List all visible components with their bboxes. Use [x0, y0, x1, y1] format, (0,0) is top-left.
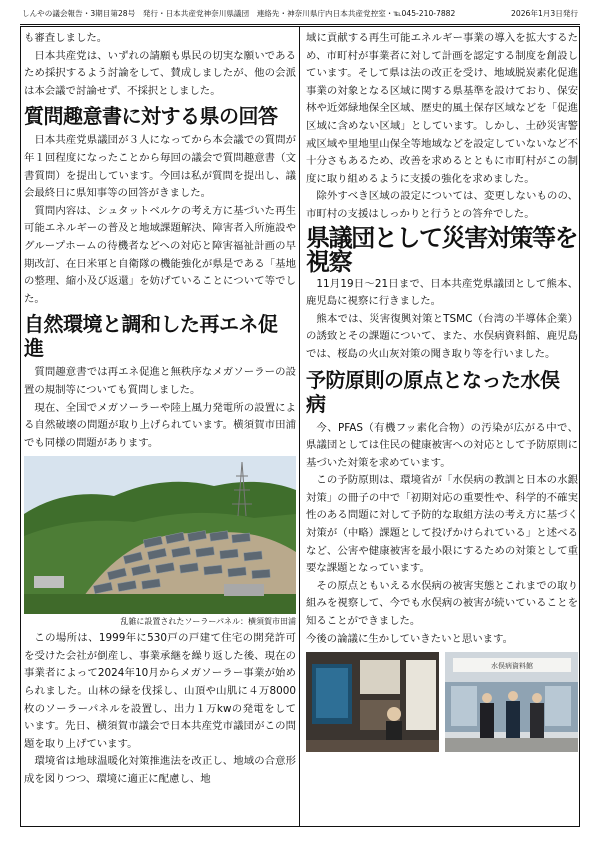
paragraph: 質問趣意書では再エネ促進と無秩序なメガソーラーの設置の規制等についても質問しました。 [24, 366, 296, 396]
issue-date: 2026年1月3日発行 [511, 9, 578, 18]
left-column [24, 30, 296, 789]
paragraph: 熊本では、災害復興対策とTSMC（台湾の半導体企業）の誘致とその課題について、また、水俣病資料館、鹿児島では、桜島の火山灰対策の聞き取り等を行いました。 [306, 312, 578, 360]
continued-paragraph: 域に貢献する再生可能エネルギー事業の導入を拡大するため、市町村が事業者に対して計画を認定する制度を創設しています。そして県は法の改正を受け、地域脱炭素化促進事業の対象となる区域に関する県基準を設けており、保安林や近郊緑地保全区域、歴史的風土保存区域などを「促進区域に含めない区域」としています。しかし、土砂災害警戒区域や里地里山保全等地域などを設定していないなど不十分さもあるため、改善を求めるとともに市町村がこの制度に取り組めるように支援の強化を求めました。 [306, 32, 578, 185]
heading-renewable-energy: 自然環境と調和した再エネ促進 [24, 312, 278, 361]
paragraph: その原点ともいえる水俣病の被害実態とこれまでの取り組みを視察して、今でも水俣病の被害が続いていることを知ることができました。 [306, 579, 578, 628]
page-header [22, 8, 578, 22]
publication-info: しんやの議会報告・3期目第28号 発行・日本共産党神奈川県議団 連絡先・神奈川県庁内日本共産党控室・℡045-210-7882 [22, 9, 456, 18]
column-divider [299, 26, 300, 827]
right-column [306, 30, 578, 752]
inspection-photos [306, 652, 578, 752]
paragraph: 現在、全国でメガソーラーや陸上風力発電所の設置による自然破壊の問題が取り上げられています。横須賀市田浦でも同様の問題があります。 [24, 401, 296, 449]
paragraph: 除外すべき区域の設定については、変更しないものの、市町村の支援はしっかりと行うとの答弁でした。 [306, 190, 578, 220]
paragraph: この予防原則は、環境省が「水俣病の教訓と日本の水銀対策」の冊子の中で「初期対応の重要性や、科学的不確実性のある問題に対して予防的な取組方法の考え方に基づく対策が（中略）課題として投げかけられている」と述べるなど、公害や健康被害を最小限にするための対策として重要な課題となっています。 [306, 474, 578, 575]
header-rule [20, 24, 580, 25]
paragraph: 11月19日～21日まで、日本共産党県議団として熊本、鹿児島に視察に行きました。 [306, 277, 578, 308]
paragraph: 今、PFAS（有機フッ素化合物）の汚染が広がる中で、県議団としては住民の健康被害への対応として予防原則に基づいた対策を求めています。 [306, 421, 578, 469]
heading-question-memo: 質問趣意書に対する県の回答 [24, 104, 278, 129]
paragraph: この場所は、1999年に530戸の戸建て住宅の開発許可を受けた会社が倒産し、事業承継を繰り返した後、現在の事業者によって2024年10月からメガソーラー事業が始められました。山林の緑を伐採し、山頂や山肌に４万8000枚のソーラーパネルを設置し、出力１万kwの発電をしています。先日、横須賀市議会で日本共産党市議団がこの問題を取り上げています。 [24, 632, 296, 750]
solar-hillside-image [24, 456, 296, 614]
museum-sign-text: 水俣病資料館 [491, 662, 533, 671]
continued-paragraph: も審査しました。 [24, 32, 108, 44]
paragraph: 今後の論議に生かしていきたいと思います。 [306, 632, 513, 645]
group-at-museum-image [445, 652, 578, 752]
heading-inspection: 県議団として災害対策等を視察 [306, 223, 578, 276]
paragraph: 環境省は地球温暖化対策推進法を改正し、地域の合意形成を図りつつ、環境に適正に配慮し、地 [24, 755, 296, 786]
group-photo [445, 652, 578, 752]
paragraph: 日本共産党は、いずれの請願も県民の切実な願いであるため採択するよう討論をして、賛成しましたが、他の会派は本会議で討論せず、不採択としました。 [24, 49, 296, 97]
photo-caption: 乱雑に設置されたソーラーパネル：横須賀市田浦 [120, 617, 296, 627]
heading-minamata: 予防原則の原点となった水俣病 [306, 367, 560, 416]
museum-exhibit-photo [306, 652, 439, 752]
paragraph: 日本共産党県議団が３人になってから本会議での質問が年１回程度になったことから毎回の議会で質問趣意書（文書質問）を提出しています。今回は私が質問を提出し、議会最終日に県知事等の回答がきました。 [24, 134, 296, 200]
museum-exhibit-image [306, 652, 439, 752]
solar-panel-photo [24, 456, 296, 614]
paragraph: 質問内容は、シュタットベルケの考え方に基づいた再生可能エネルギーの普及と地域課題解決、障害者入所施設やグループホームの待機者などへの対応と障害福祉計画の早期改訂、在日米軍と自衛隊の機能強化が県是である「基地の整理、縮小及び返還」を妨げていることについて等でした。 [24, 204, 296, 305]
